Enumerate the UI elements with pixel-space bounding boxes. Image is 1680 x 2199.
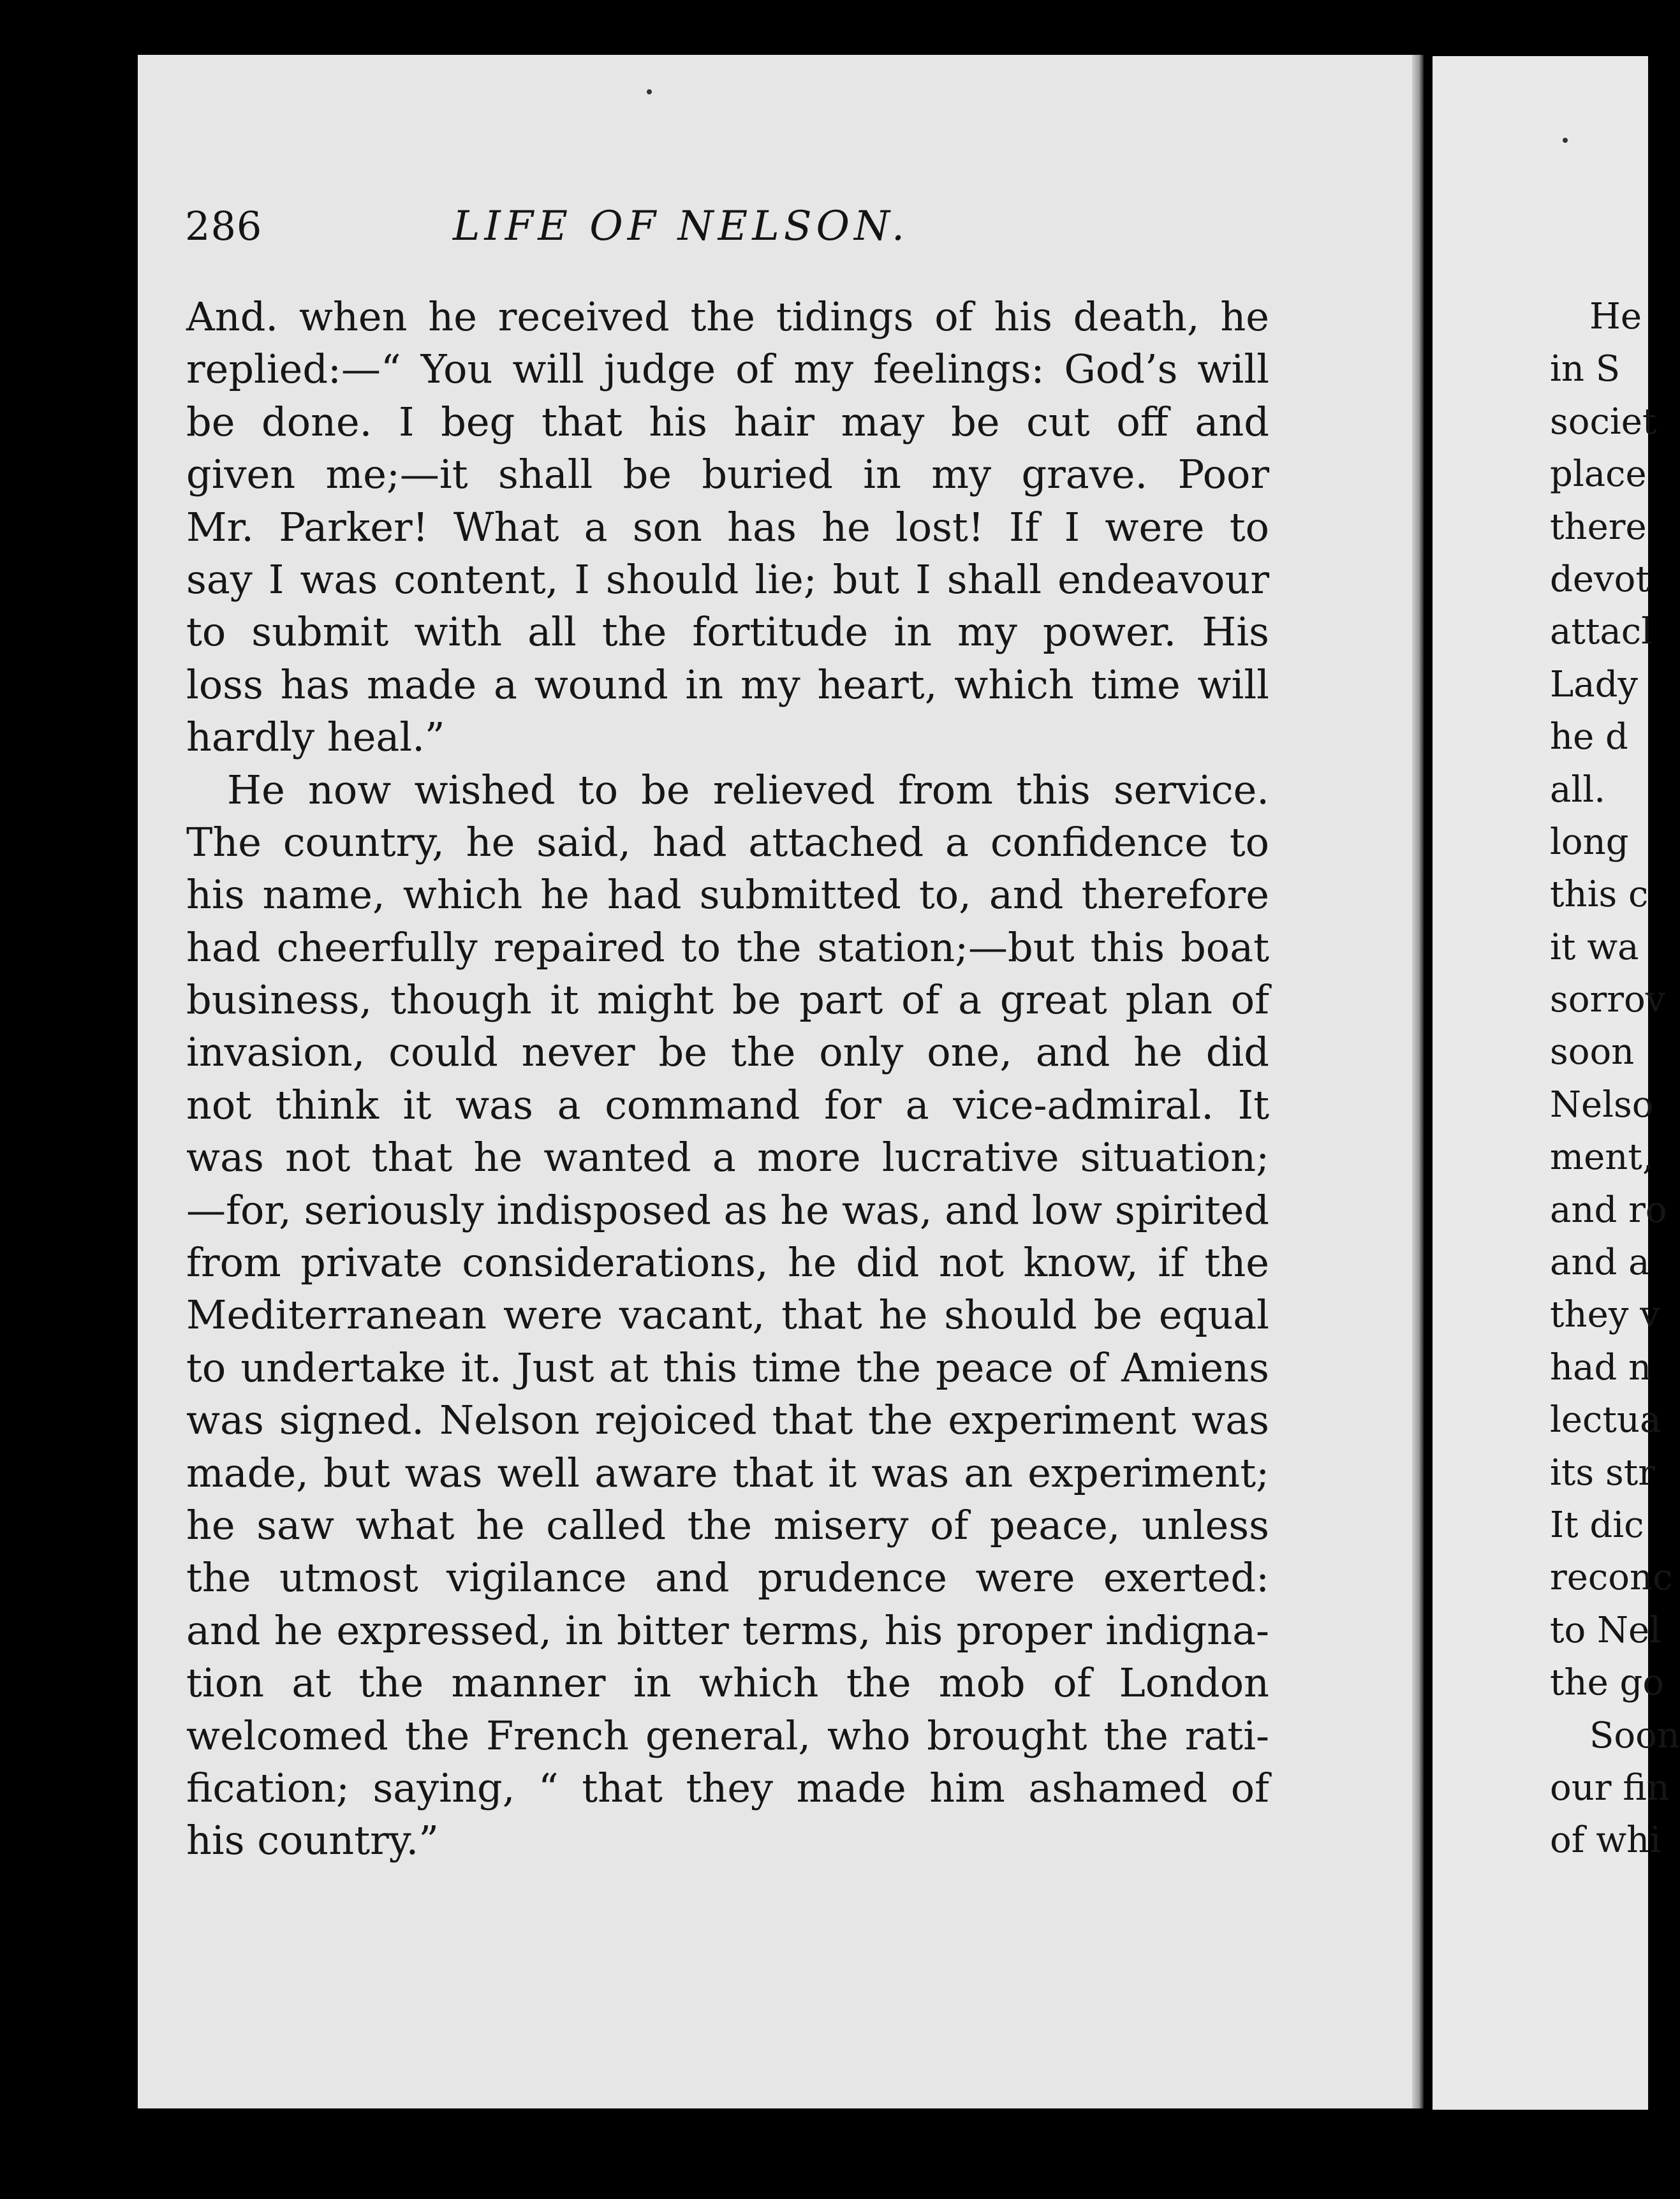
text-line: the utmost vigilance and prudence were exerted:	[186, 1554, 1269, 1601]
text-line: to undertake it. Just at this time the peace of Amiens	[186, 1344, 1269, 1391]
right-fragment: reconc	[1550, 1557, 1673, 1599]
text-line: given me;—it shall be buried in my grave. Poor	[186, 451, 1269, 498]
right-fragment: this c	[1550, 874, 1649, 916]
text-line: —for, seriously indisposed as he was, and low spirited	[186, 1186, 1269, 1233]
scan-speck	[1563, 138, 1568, 143]
right-fragment: sorrov	[1550, 979, 1666, 1021]
right-fragment: to Nel	[1550, 1609, 1662, 1651]
right-fragment: he d	[1550, 716, 1628, 758]
right-fragment: He	[1589, 296, 1642, 337]
running-title: LIFE OF NELSON.	[453, 203, 910, 250]
text-line: tion at the manner in which the mob of London	[186, 1659, 1269, 1707]
paragraph-start-line: He now wished to be relieved from this service.	[227, 766, 1269, 813]
text-line: say I was content, I should lie; but I shall endeavour	[186, 555, 1269, 603]
text-line: made, but was well aware that it was an experiment;	[186, 1449, 1269, 1496]
text-line: hardly heal.”	[186, 714, 445, 761]
text-line: his name, which he had submitted to, and therefore	[186, 871, 1269, 918]
right-fragment: there	[1550, 506, 1647, 548]
text-line: loss has made a wound in my heart, which time will	[186, 661, 1269, 708]
right-fragment: place	[1550, 453, 1647, 496]
right-fragment: they v	[1550, 1294, 1660, 1336]
right-fragment: the go	[1550, 1662, 1665, 1704]
right-fragment: It dic	[1550, 1504, 1644, 1546]
right-fragment: ment,	[1550, 1136, 1654, 1179]
right-fragment: in S	[1550, 348, 1621, 390]
right-fragment: Nelso	[1550, 1084, 1654, 1126]
running-head	[0, 203, 1648, 254]
text-line: and he expressed, in bitter terms, his proper indigna-	[186, 1607, 1269, 1654]
scan-speck	[647, 89, 652, 94]
text-line: Mr. Parker! What a son has he lost! If I were to	[186, 503, 1269, 550]
text-line: his country.”	[186, 1817, 439, 1864]
text-line: fication; saying, “ that they made him ashamed of	[186, 1764, 1269, 1811]
right-fragment: and ro	[1550, 1189, 1667, 1231]
right-fragment: its str	[1550, 1452, 1655, 1494]
right-fragment: soon	[1550, 1031, 1635, 1073]
text-line: was not that he wanted a more lucrative situation;	[186, 1134, 1269, 1181]
text-line: welcomed the French general, who brought the rati-	[186, 1712, 1269, 1759]
text-line: The country, he said, had attached a confidence to	[186, 818, 1269, 865]
right-fragment: Lady	[1550, 663, 1639, 705]
right-fragment: had n	[1550, 1346, 1652, 1388]
text-line: was signed. Nelson rejoiced that the experiment was	[186, 1397, 1269, 1444]
text-line: had cheerfully repaired to the station;—but this boat	[186, 923, 1269, 971]
text-line: from private considerations, he did not know, if the	[186, 1239, 1269, 1286]
right-fragment: it wa	[1550, 926, 1639, 968]
body-text	[186, 291, 1269, 1867]
right-page-text-fragments	[1550, 291, 1680, 1867]
right-fragment: of whi	[1550, 1820, 1662, 1862]
right-fragment: long	[1550, 821, 1629, 863]
text-line: business, though it might be part of a great plan of	[186, 976, 1269, 1024]
text-line: be done. I beg that his hair may be cut off and	[186, 398, 1269, 445]
text-line: Mediterranean were vacant, that he should be equal	[186, 1291, 1269, 1339]
right-fragment: societ	[1550, 401, 1657, 443]
text-line: to submit with all the fortitude in my power. His	[186, 608, 1269, 656]
right-fragment: lectua	[1550, 1399, 1662, 1441]
right-fragment: all.	[1550, 769, 1606, 811]
text-line: replied:—“ You will judge of my feelings: God’s will	[186, 346, 1269, 393]
text-line: he saw what he called the misery of peace, unless	[186, 1501, 1269, 1548]
text-line: not think it was a command for a vice-admiral. It	[186, 1081, 1269, 1128]
right-fragment: attacl	[1550, 611, 1653, 653]
book-gutter	[1412, 55, 1424, 2108]
right-fragment: and a	[1550, 1242, 1650, 1284]
text-line: And. when he received the tidings of his death, he	[186, 293, 1269, 340]
right-fragment: Soon	[1589, 1714, 1680, 1756]
page-number: 286	[185, 203, 263, 249]
right-fragment: devot	[1550, 558, 1650, 600]
text-line: invasion, could never be the only one, and he did	[186, 1029, 1269, 1076]
right-fragment: our fin	[1550, 1767, 1670, 1809]
